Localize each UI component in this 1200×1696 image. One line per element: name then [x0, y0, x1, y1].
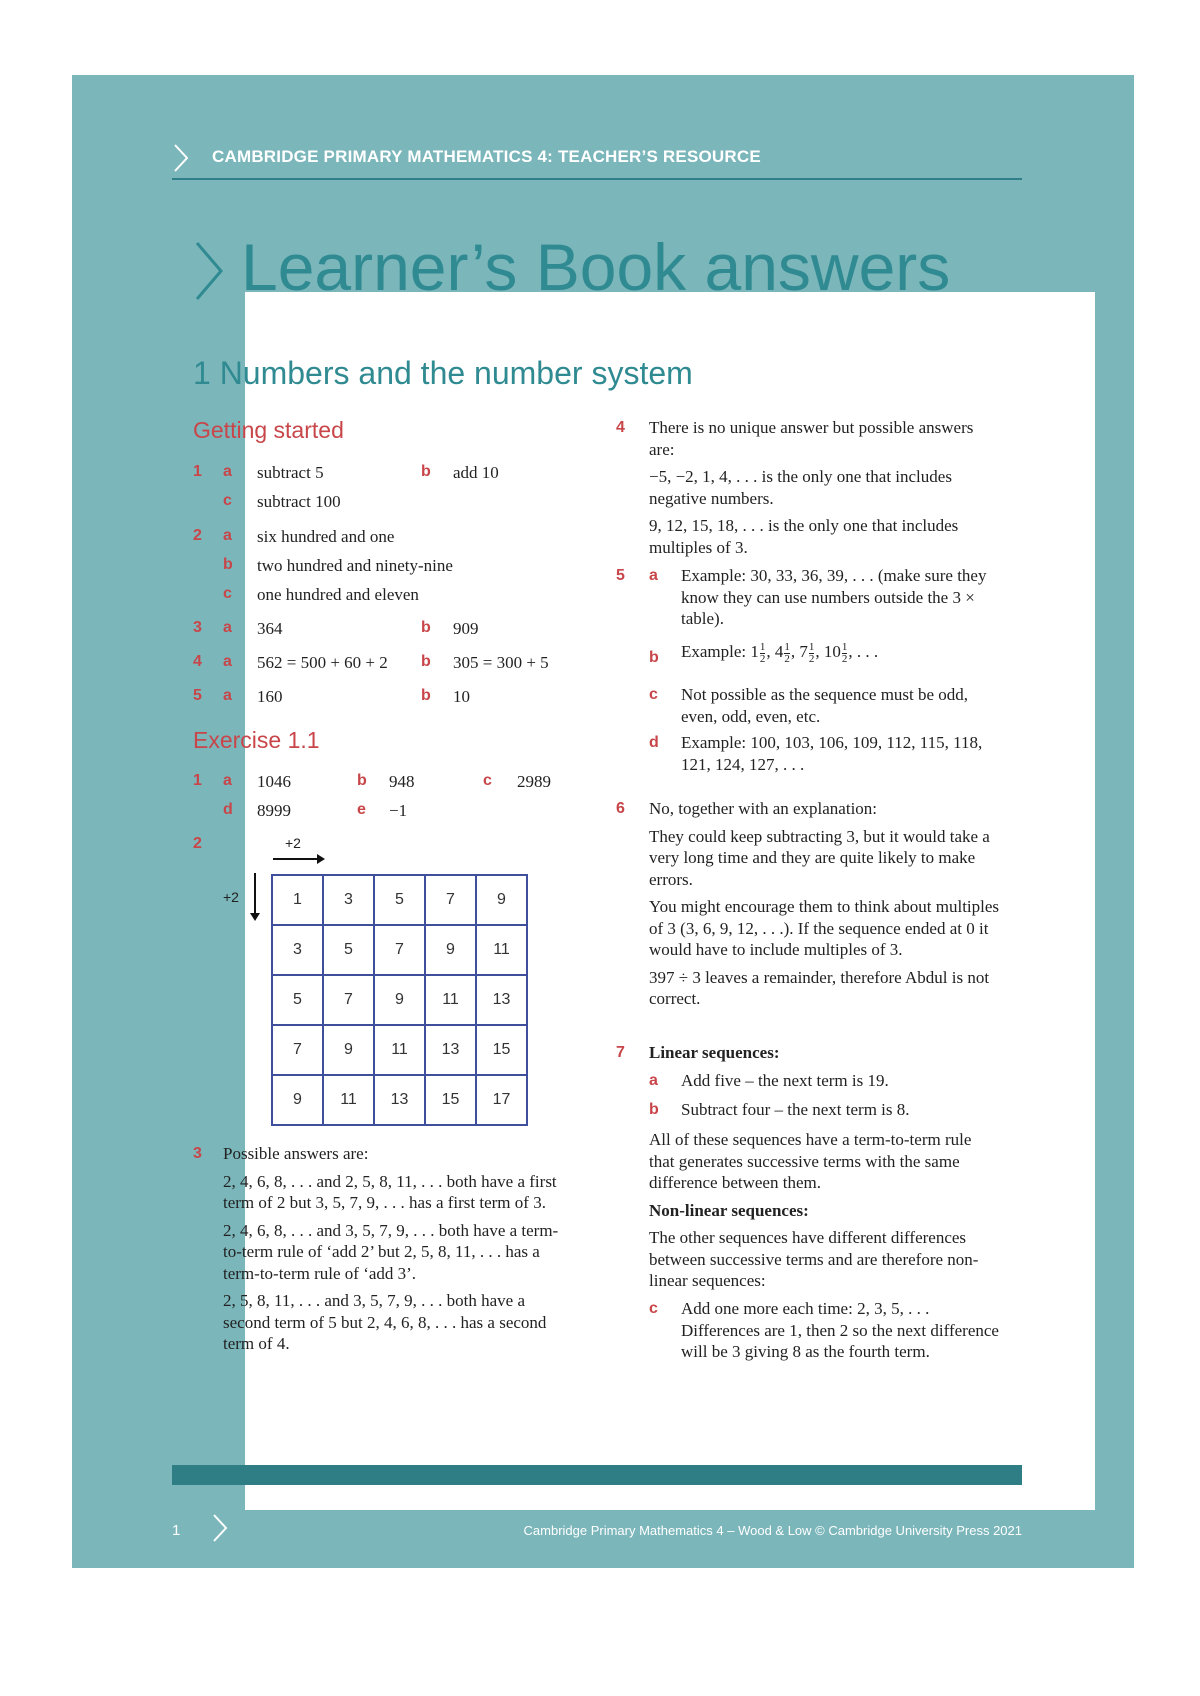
grid-cell: 17 [476, 1075, 527, 1125]
question-number: 5 [616, 567, 625, 584]
answer-text: subtract 100 [257, 492, 341, 511]
question-number: 2 [193, 835, 202, 852]
answer-text: subtract 5 [257, 463, 324, 482]
separator: , [790, 642, 800, 661]
grid-cell: 13 [476, 975, 527, 1025]
grid-row [272, 1075, 527, 1125]
answer-text: 305 = 300 + 5 [453, 653, 549, 672]
answer-text-fractions [681, 641, 878, 665]
answer-text: 2, 5, 8, 11, . . . and 3, 5, 7, 9, . . . both have a second term of 5 but 2, 4, 6, 8, . . . has a second term of 4. [223, 1291, 547, 1353]
part-label: b [649, 1101, 659, 1118]
arrow-down-icon [249, 873, 261, 921]
answer-text: All of these sequences have a term-to-term rule that generates successive terms with the same difference between them. [649, 1130, 972, 1192]
answer-text: There is no unique answer but possible answers are: [649, 418, 974, 459]
part-label: b [421, 687, 431, 704]
grid-cell: 1 [272, 875, 323, 925]
header-divider [172, 178, 1022, 180]
fraction-numerator: 1 [784, 640, 790, 653]
answer-block [223, 1143, 573, 1361]
answer-block [649, 798, 1005, 1016]
fraction [809, 642, 815, 665]
down-label: +2 [223, 889, 239, 905]
grid-cell: 7 [425, 875, 476, 925]
grid-row [272, 1025, 527, 1075]
part-label: d [649, 734, 659, 751]
part-label: b [357, 772, 367, 789]
answer-text: They could keep subtracting 3, but it would take a very long time and they are quite likely to make errors. [649, 826, 990, 889]
fraction-denominator: 2 [759, 652, 766, 665]
answer-text: 8999 [257, 801, 291, 820]
part-label: a [223, 653, 232, 670]
grid-cell: 5 [272, 975, 323, 1025]
header-title: CAMBRIDGE PRIMARY MATHEMATICS 4: TEACHER’S RESOURCE [212, 147, 761, 166]
footer-credit: Cambridge Primary Mathematics 4 – Wood & Low © Cambridge University Press 2021 [523, 1523, 1022, 1538]
part-label: a [223, 772, 232, 789]
grid-cell: 5 [374, 875, 425, 925]
answer-text: 2, 4, 6, 8, . . . and 2, 5, 8, 11, . . . both have a first term of 2 but 3, 5, 7, 9, . . . has a first term of 3. [223, 1171, 557, 1212]
answer-text: two hundred and ninety-nine [257, 556, 453, 575]
grid-cell: 13 [425, 1025, 476, 1075]
answer-text: 948 [389, 772, 415, 791]
ellipsis: . . . [856, 642, 879, 661]
answer-text: 10 [453, 687, 470, 706]
part-label: c [649, 686, 658, 703]
part-label: e [357, 801, 366, 818]
answer-text: You might encourage them to think about multiples of 3 (3, 6, 9, 12, . . .). If the sequence ended at 0 it would have to include multiples of 3. [649, 897, 1000, 959]
answer-text: No, together with an explanation: [649, 799, 878, 818]
part-label: b [421, 463, 431, 480]
mixed-number-whole: 7 [799, 642, 808, 661]
grid-cell: 7 [323, 975, 374, 1025]
answer-text: Example: 100, 103, 106, 109, 112, 115, 118, 121, 124, 127, . . . [681, 733, 983, 774]
answer-text: Example: 30, 33, 36, 39, . . . (make sure they know they can use numbers outside the 3 × table). [681, 566, 987, 628]
part-label: c [483, 772, 492, 789]
chevron-right-icon [212, 1513, 228, 1543]
fraction-denominator: 2 [784, 652, 790, 665]
answer-text: 909 [453, 619, 479, 638]
grid-cell: 9 [476, 875, 527, 925]
question-number: 4 [193, 653, 202, 670]
part-label: b [421, 619, 431, 636]
part-label: a [223, 463, 232, 480]
part-label: a [223, 527, 232, 544]
subheading-nonlinear: Non-linear sequences: [649, 1200, 809, 1220]
chevron-right-icon [172, 143, 190, 173]
part-label: c [649, 1300, 658, 1317]
grid-row [272, 875, 527, 925]
grid-cell: 7 [374, 925, 425, 975]
chapter-title: 1 Numbers and the number system [193, 355, 693, 391]
grid-cell: 9 [425, 925, 476, 975]
answer-text: 2, 4, 6, 8, . . . and 3, 5, 7, 9, . . . both have a term-to-term rule of ‘add 2’ but 2, 5, 8, 11, . . . has a term-to-term rule of ‘add 3’. [223, 1220, 559, 1283]
fraction [760, 642, 766, 665]
part-label: a [223, 619, 232, 636]
answer-text: Subtract four – the next term is 8. [681, 1100, 910, 1119]
grid-cell: 11 [425, 975, 476, 1025]
subheading-linear: Linear sequences: [649, 1043, 780, 1062]
fraction-terms [750, 640, 857, 665]
grid-cell: 5 [323, 925, 374, 975]
answer-text: −1 [389, 801, 408, 820]
fraction-numerator: 1 [841, 640, 848, 653]
fraction [842, 642, 848, 665]
grid-cell: 13 [374, 1075, 425, 1125]
part-label: d [223, 801, 233, 818]
grid-cell: 7 [272, 1025, 323, 1075]
fraction-denominator: 2 [841, 652, 848, 665]
section-heading-exercise: Exercise 1.1 [193, 727, 320, 753]
grid-cell: 11 [374, 1025, 425, 1075]
answer-block [649, 1129, 1001, 1298]
part-label: a [649, 567, 658, 584]
fraction-denominator: 2 [808, 652, 815, 665]
separator: , [815, 642, 824, 661]
grid-cell: 11 [323, 1075, 374, 1125]
grid-cell: 11 [476, 925, 527, 975]
footer-bar [172, 1465, 1022, 1485]
grid-cell: 15 [425, 1075, 476, 1125]
grid-cell: 15 [476, 1025, 527, 1075]
part-label: a [223, 687, 232, 704]
mixed-number-whole: 4 [774, 642, 784, 661]
answer-text: one hundred and eleven [257, 585, 419, 604]
question-number: 5 [193, 687, 202, 704]
answer-text: Add five – the next term is 19. [681, 1071, 889, 1090]
answer-text: 397 ÷ 3 leaves a remainder, therefore Abdul is not correct. [649, 967, 990, 1008]
answer-text: Add one more each time: 2, 3, 5, . . . Differences are 1, then 2 so the next difference will be 3 giving 8 as the fourth term. [681, 1299, 999, 1361]
question-number: 3 [193, 1145, 202, 1162]
separator: , [766, 642, 775, 661]
question-number: 3 [193, 619, 202, 636]
grid-row [272, 925, 527, 975]
answer-text: −5, −2, 1, 4, . . . is the only one that includes negative numbers. [649, 467, 952, 508]
answer-text: The other sequences have different differences between successive terms and are therefore non-linear sequences: [649, 1228, 979, 1290]
grid-cell: 3 [323, 875, 374, 925]
example-prefix: Example: [681, 642, 747, 661]
answer-text: add 10 [453, 463, 499, 482]
question-number: 1 [193, 463, 202, 480]
part-label: c [223, 492, 232, 509]
section-heading-getting-started: Getting started [193, 417, 344, 443]
chevron-right-icon [193, 239, 225, 303]
grid-cell: 9 [272, 1075, 323, 1125]
answer-text: 1046 [257, 772, 291, 791]
answer-text: 562 = 500 + 60 + 2 [257, 653, 388, 672]
part-label: b [649, 649, 659, 666]
separator: , [848, 642, 857, 661]
part-label: b [421, 653, 431, 670]
answer-text: six hundred and one [257, 527, 395, 546]
across-label: +2 [285, 835, 301, 851]
mixed-number-whole: 1 [750, 642, 759, 661]
question-number: 6 [616, 800, 625, 817]
answer-text: 364 [257, 619, 283, 638]
question-number: 4 [616, 419, 625, 436]
question-number: 2 [193, 527, 202, 544]
question-number: 7 [616, 1044, 625, 1061]
fraction-numerator: 1 [808, 640, 815, 653]
number-grid [271, 874, 528, 1126]
grid-cell: 9 [323, 1025, 374, 1075]
answer-text: Possible answers are: [223, 1144, 369, 1163]
question-number: 1 [193, 772, 202, 789]
grid-row [272, 975, 527, 1025]
part-label: b [223, 556, 233, 573]
answer-text: 2989 [517, 772, 551, 791]
fraction [784, 642, 790, 665]
part-label: a [649, 1072, 658, 1089]
page-title: Learner’s Book answers [241, 230, 951, 304]
answer-text: Not possible as the sequence must be odd, even, odd, even, etc. [681, 685, 969, 726]
content [173, 217, 1023, 1435]
mixed-number-whole: 10 [823, 642, 841, 661]
answer-text: 9, 12, 15, 18, . . . is the only one that includes multiples of 3. [649, 516, 959, 557]
arrow-right-icon [273, 853, 325, 865]
grid-cell: 3 [272, 925, 323, 975]
page-number: 1 [172, 1522, 181, 1539]
part-label: c [223, 585, 232, 602]
grid-cell: 9 [374, 975, 425, 1025]
answer-block [649, 417, 1001, 564]
fraction-numerator: 1 [759, 640, 766, 653]
answer-text: 160 [257, 687, 283, 706]
